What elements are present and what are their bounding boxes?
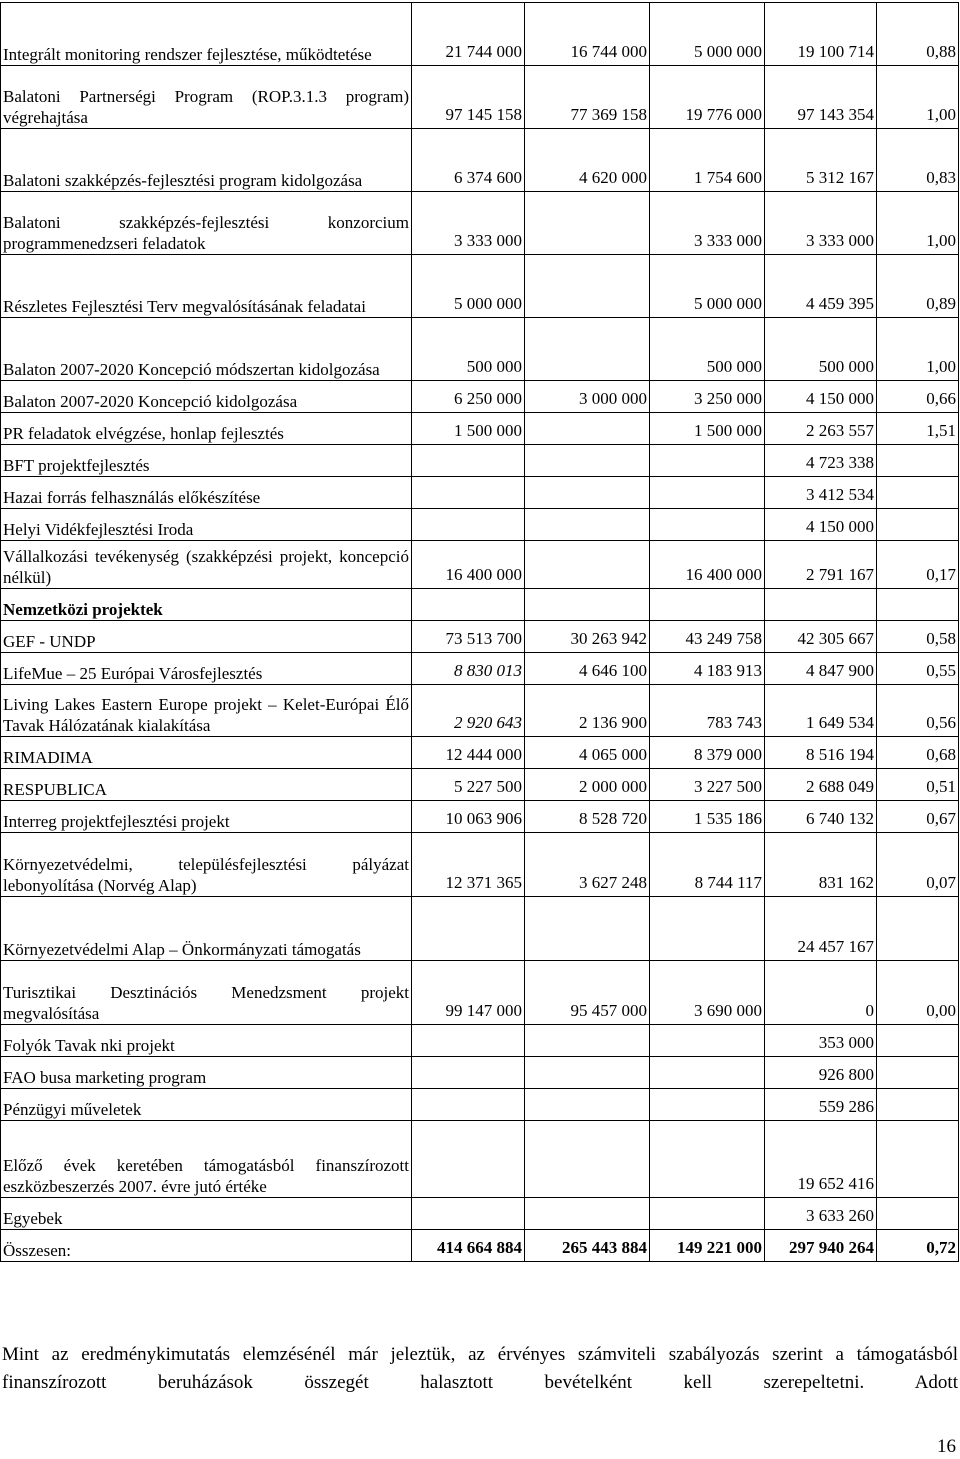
row-label: Integrált monitoring rendszer fejlesztése, működtetése bbox=[1, 3, 412, 66]
cell-c4: 42 305 667 bbox=[765, 621, 877, 653]
cell-c5: 1,00 bbox=[877, 66, 959, 129]
cell-c1: 10 063 906 bbox=[412, 801, 525, 833]
cell-c1: 8 830 013 bbox=[412, 653, 525, 685]
cell-c3: 4 183 913 bbox=[650, 653, 765, 685]
cell-c5 bbox=[877, 509, 959, 541]
table-row bbox=[1, 413, 959, 445]
row-label: Nemzetközi projektek bbox=[1, 589, 412, 621]
cell-c4: 2 263 557 bbox=[765, 413, 877, 445]
cell-c3 bbox=[650, 1057, 765, 1089]
cell-c2 bbox=[525, 318, 650, 381]
cell-c1 bbox=[412, 897, 525, 961]
cell-c2 bbox=[525, 1025, 650, 1057]
cell-c5: 1,51 bbox=[877, 413, 959, 445]
row-label: Összesen: bbox=[1, 1230, 412, 1262]
row-label: BFT projektfejlesztés bbox=[1, 445, 412, 477]
cell-c2 bbox=[525, 1198, 650, 1230]
cell-c2 bbox=[525, 413, 650, 445]
cell-c1 bbox=[412, 589, 525, 621]
cell-c1: 500 000 bbox=[412, 318, 525, 381]
cell-c3 bbox=[650, 589, 765, 621]
table-row bbox=[1, 445, 959, 477]
row-label: Living Lakes Eastern Europe projekt – Kelet-Európai Élő Tavak Hálózatának kialakítása bbox=[1, 685, 412, 737]
cell-c4: 353 000 bbox=[765, 1025, 877, 1057]
cell-c1: 16 400 000 bbox=[412, 541, 525, 589]
cell-c1: 5 000 000 bbox=[412, 255, 525, 318]
cell-c3: 1 754 600 bbox=[650, 129, 765, 192]
row-label: Folyók Tavak nki projekt bbox=[1, 1025, 412, 1057]
cell-c2 bbox=[525, 541, 650, 589]
cell-c4: 97 143 354 bbox=[765, 66, 877, 129]
cell-c1: 12 371 365 bbox=[412, 833, 525, 897]
cell-c2 bbox=[525, 1057, 650, 1089]
cell-c2: 4 646 100 bbox=[525, 653, 650, 685]
cell-c5 bbox=[877, 1089, 959, 1121]
cell-c5 bbox=[877, 589, 959, 621]
cell-c1: 5 227 500 bbox=[412, 769, 525, 801]
row-label: PR feladatok elvégzése, honlap fejlesztés bbox=[1, 413, 412, 445]
table-row bbox=[1, 318, 959, 381]
cell-c4: 4 723 338 bbox=[765, 445, 877, 477]
row-label: Részletes Fejlesztési Terv megvalósításának feladatai bbox=[1, 255, 412, 318]
cell-c2 bbox=[525, 509, 650, 541]
table-row bbox=[1, 621, 959, 653]
cell-c3 bbox=[650, 1198, 765, 1230]
row-label: Balaton 2007-2020 Koncepció módszertan kidolgozása bbox=[1, 318, 412, 381]
table-row bbox=[1, 589, 959, 621]
cell-c4: 500 000 bbox=[765, 318, 877, 381]
cell-c5: 0,00 bbox=[877, 961, 959, 1025]
cell-c5 bbox=[877, 445, 959, 477]
cell-c3: 16 400 000 bbox=[650, 541, 765, 589]
cell-c4: 19 652 416 bbox=[765, 1121, 877, 1198]
cell-c2 bbox=[525, 1089, 650, 1121]
cell-c1: 2 920 643 bbox=[412, 685, 525, 737]
table-row bbox=[1, 769, 959, 801]
table-row bbox=[1, 1057, 959, 1089]
cell-c3 bbox=[650, 509, 765, 541]
cell-c1 bbox=[412, 1089, 525, 1121]
cell-c5 bbox=[877, 477, 959, 509]
cell-c2: 3 000 000 bbox=[525, 381, 650, 413]
cell-c3: 1 535 186 bbox=[650, 801, 765, 833]
cell-c2 bbox=[525, 445, 650, 477]
table-row bbox=[1, 381, 959, 413]
row-label: Előző évek keretében támogatásból finanszírozott eszközbeszerzés 2007. évre jutó értéke bbox=[1, 1121, 412, 1198]
cell-c2 bbox=[525, 255, 650, 318]
table-row bbox=[1, 1121, 959, 1198]
cell-c4: 8 516 194 bbox=[765, 737, 877, 769]
cell-c3: 500 000 bbox=[650, 318, 765, 381]
row-label: Balatoni szakképzés-fejlesztési program kidolgozása bbox=[1, 129, 412, 192]
cell-c5: 0,58 bbox=[877, 621, 959, 653]
row-label: Interreg projektfejlesztési projekt bbox=[1, 801, 412, 833]
cell-c5: 0,83 bbox=[877, 129, 959, 192]
cell-c2: 4 620 000 bbox=[525, 129, 650, 192]
cell-c4: 926 800 bbox=[765, 1057, 877, 1089]
cell-c4: 24 457 167 bbox=[765, 897, 877, 961]
cell-c5: 0,07 bbox=[877, 833, 959, 897]
cell-c1 bbox=[412, 1121, 525, 1198]
table-row bbox=[1, 653, 959, 685]
cell-c1 bbox=[412, 445, 525, 477]
row-label: LifeMue – 25 Európai Városfejlesztés bbox=[1, 653, 412, 685]
cell-c3: 5 000 000 bbox=[650, 255, 765, 318]
cell-c3: 3 250 000 bbox=[650, 381, 765, 413]
cell-c4: 1 649 534 bbox=[765, 685, 877, 737]
cell-c4: 4 150 000 bbox=[765, 509, 877, 541]
cell-c2: 8 528 720 bbox=[525, 801, 650, 833]
table-row bbox=[1, 1198, 959, 1230]
table-row bbox=[1, 541, 959, 589]
cell-c3: 8 744 117 bbox=[650, 833, 765, 897]
cell-c1 bbox=[412, 477, 525, 509]
row-label: Helyi Vidékfejlesztési Iroda bbox=[1, 509, 412, 541]
cell-c4 bbox=[765, 589, 877, 621]
cell-c1 bbox=[412, 1025, 525, 1057]
cell-c1: 73 513 700 bbox=[412, 621, 525, 653]
cell-c4: 3 633 260 bbox=[765, 1198, 877, 1230]
cell-c2 bbox=[525, 192, 650, 255]
cell-c4: 4 847 900 bbox=[765, 653, 877, 685]
table-row bbox=[1, 509, 959, 541]
table-row bbox=[1, 477, 959, 509]
cell-c2 bbox=[525, 589, 650, 621]
row-label: RIMADIMA bbox=[1, 737, 412, 769]
cell-c5: 0,72 bbox=[877, 1230, 959, 1262]
budget-table bbox=[0, 2, 959, 1262]
cell-c5: 1,00 bbox=[877, 318, 959, 381]
cell-c2: 95 457 000 bbox=[525, 961, 650, 1025]
cell-c4: 19 100 714 bbox=[765, 3, 877, 66]
cell-c5 bbox=[877, 1198, 959, 1230]
cell-c4: 297 940 264 bbox=[765, 1230, 877, 1262]
table-row bbox=[1, 833, 959, 897]
row-label: GEF - UNDP bbox=[1, 621, 412, 653]
table-row bbox=[1, 129, 959, 192]
cell-c1: 3 333 000 bbox=[412, 192, 525, 255]
cell-c4: 3 412 534 bbox=[765, 477, 877, 509]
row-label: Egyebek bbox=[1, 1198, 412, 1230]
row-label: Balaton 2007-2020 Koncepció kidolgozása bbox=[1, 381, 412, 413]
cell-c5: 0,68 bbox=[877, 737, 959, 769]
cell-c4: 0 bbox=[765, 961, 877, 1025]
cell-c3: 19 776 000 bbox=[650, 66, 765, 129]
body-paragraph: Mint az eredménykimutatás elemzésénél már jeleztük, az érvényes számviteli szabályozás szerint a támogatásból finanszírozott beruházások összegét halasztott bevételként kell szerepeltetni. Adott bbox=[2, 1344, 958, 1393]
cell-c3: 3 690 000 bbox=[650, 961, 765, 1025]
table-row bbox=[1, 1025, 959, 1057]
cell-c3 bbox=[650, 1089, 765, 1121]
cell-c4: 831 162 bbox=[765, 833, 877, 897]
cell-c2 bbox=[525, 1121, 650, 1198]
cell-c3 bbox=[650, 1025, 765, 1057]
cell-c1: 6 250 000 bbox=[412, 381, 525, 413]
cell-c5: 0,89 bbox=[877, 255, 959, 318]
cell-c1: 1 500 000 bbox=[412, 413, 525, 445]
budget-table-body bbox=[1, 3, 959, 1262]
cell-c2: 2 136 900 bbox=[525, 685, 650, 737]
cell-c5: 0,55 bbox=[877, 653, 959, 685]
table-row bbox=[1, 1089, 959, 1121]
cell-c4: 2 688 049 bbox=[765, 769, 877, 801]
row-label: RESPUBLICA bbox=[1, 769, 412, 801]
cell-c5 bbox=[877, 1025, 959, 1057]
cell-c1: 99 147 000 bbox=[412, 961, 525, 1025]
cell-c3: 3 333 000 bbox=[650, 192, 765, 255]
cell-c2: 265 443 884 bbox=[525, 1230, 650, 1262]
table-row bbox=[1, 897, 959, 961]
cell-c1: 97 145 158 bbox=[412, 66, 525, 129]
cell-c2: 2 000 000 bbox=[525, 769, 650, 801]
cell-c2: 3 627 248 bbox=[525, 833, 650, 897]
cell-c5: 0,88 bbox=[877, 3, 959, 66]
cell-c5: 0,56 bbox=[877, 685, 959, 737]
cell-c2: 16 744 000 bbox=[525, 3, 650, 66]
page-number: 16 bbox=[937, 1436, 956, 1457]
cell-c3: 149 221 000 bbox=[650, 1230, 765, 1262]
cell-c3: 1 500 000 bbox=[650, 413, 765, 445]
cell-c1 bbox=[412, 1057, 525, 1089]
row-label: Vállalkozási tevékenység (szakképzési projekt, koncepció nélkül) bbox=[1, 541, 412, 589]
cell-c5: 0,51 bbox=[877, 769, 959, 801]
cell-c5: 1,00 bbox=[877, 192, 959, 255]
row-label: Környezetvédelmi, településfejlesztési pályázat lebonyolítása (Norvég Alap) bbox=[1, 833, 412, 897]
cell-c5 bbox=[877, 1057, 959, 1089]
cell-c4: 559 286 bbox=[765, 1089, 877, 1121]
cell-c3 bbox=[650, 1121, 765, 1198]
cell-c2 bbox=[525, 897, 650, 961]
row-label: FAO busa marketing program bbox=[1, 1057, 412, 1089]
row-label: Balatoni Partnerségi Program (ROP.3.1.3 program) végrehajtása bbox=[1, 66, 412, 129]
cell-c5: 0,67 bbox=[877, 801, 959, 833]
cell-c3: 3 227 500 bbox=[650, 769, 765, 801]
cell-c4: 6 740 132 bbox=[765, 801, 877, 833]
row-label: Hazai forrás felhasználás előkészítése bbox=[1, 477, 412, 509]
cell-c3: 5 000 000 bbox=[650, 3, 765, 66]
cell-c1 bbox=[412, 509, 525, 541]
cell-c1: 21 744 000 bbox=[412, 3, 525, 66]
cell-c2: 4 065 000 bbox=[525, 737, 650, 769]
cell-c4: 4 150 000 bbox=[765, 381, 877, 413]
table-row bbox=[1, 66, 959, 129]
row-label: Balatoni szakképzés-fejlesztési konzorcium programmenedzseri feladatok bbox=[1, 192, 412, 255]
table-row bbox=[1, 737, 959, 769]
table-row bbox=[1, 255, 959, 318]
cell-c5: 0,17 bbox=[877, 541, 959, 589]
cell-c1: 6 374 600 bbox=[412, 129, 525, 192]
cell-c1: 414 664 884 bbox=[412, 1230, 525, 1262]
cell-c4: 5 312 167 bbox=[765, 129, 877, 192]
cell-c2: 77 369 158 bbox=[525, 66, 650, 129]
cell-c2: 30 263 942 bbox=[525, 621, 650, 653]
cell-c3: 43 249 758 bbox=[650, 621, 765, 653]
cell-c3 bbox=[650, 897, 765, 961]
cell-c5 bbox=[877, 1121, 959, 1198]
cell-c1: 12 444 000 bbox=[412, 737, 525, 769]
row-label: Környezetvédelmi Alap – Önkormányzati támogatás bbox=[1, 897, 412, 961]
cell-c4: 2 791 167 bbox=[765, 541, 877, 589]
cell-c3 bbox=[650, 477, 765, 509]
table-row bbox=[1, 3, 959, 66]
table-row bbox=[1, 685, 959, 737]
cell-c4: 4 459 395 bbox=[765, 255, 877, 318]
total-row bbox=[1, 1230, 959, 1262]
cell-c1 bbox=[412, 1198, 525, 1230]
cell-c3: 8 379 000 bbox=[650, 737, 765, 769]
table-row bbox=[1, 192, 959, 255]
cell-c5 bbox=[877, 897, 959, 961]
table-row bbox=[1, 801, 959, 833]
cell-c4: 3 333 000 bbox=[765, 192, 877, 255]
cell-c3 bbox=[650, 445, 765, 477]
table-row bbox=[1, 961, 959, 1025]
row-label: Turisztikai Desztinációs Menedzsment projekt megvalósítása bbox=[1, 961, 412, 1025]
cell-c3: 783 743 bbox=[650, 685, 765, 737]
row-label: Pénzügyi műveletek bbox=[1, 1089, 412, 1121]
cell-c2 bbox=[525, 477, 650, 509]
cell-c5: 0,66 bbox=[877, 381, 959, 413]
